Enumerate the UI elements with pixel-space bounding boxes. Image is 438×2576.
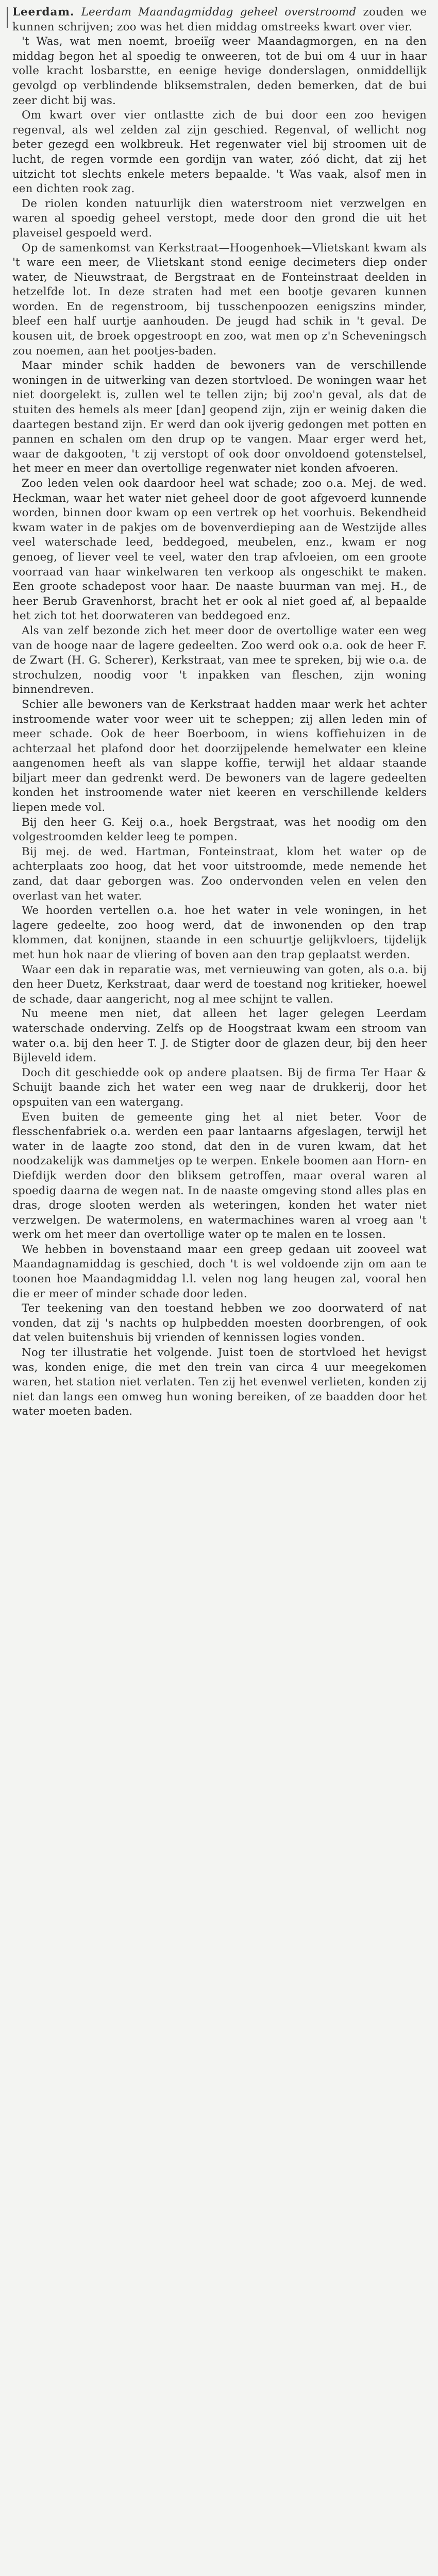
paragraph: Op de samenkomst van Kerkstraat—Hoogenhoek—Vlietskant kwam als 't ware een meer, de Vlietskant stond eenige decimeters diep onder water, de Nieuwstraat, de Bergstraat en de Fonteinstraat deelden in hetzelfde lot. In deze straten had met een bootje gevaren kunnen worden. En de regenstroom, bij tusschenpoozen eenigszins minder, bleef een half uurtje aanhouden. De jeugd had schik in 't geval. De kousen uit, de broek opgestroopt en zoo, wat men op z'n Scheveningsch zou noemen, aan het pootjes-baden. [12,241,427,358]
paragraph: 't Was, wat men noemt, broeiïg weer Maandagmorgen, en na den middag begon het al spoedig te onweeren, tot de bui om 4 uur in haar volle kracht losbarstte, en eenige hevige donderslagen, onmiddellijk gevolgd op verblindende bliksemstralen, deden bemerken, dat de bui zeer dicht bij was. [12,35,427,107]
paragraph: Maar minder schik hadden de bewoners van de verschillende woningen in de uitwerking van dezen stortvloed. De woningen waar het niet doorgelekt is, zullen wel te tellen zijn; bij zoo'n geval, als dat de stuiten des hemels als meer [dan] geopend zijn, zijn er weinig daken die daartegen bestand zijn. Er werd dan ook ijverig gedongen met potten en pannen en schalen om den drup op te vangen. Maar erger werd het, waar de dakgooten, 't zij verstopt of ook door onvoldoend gotenstelsel, het meer en meer dan overtollige regenwater niet konden afvoeren. [12,359,427,476]
paragraph: Even buiten de gemeente ging het al niet beter. Voor de flesschenfabriek o.a. werden een paar lantaarns afgeslagen, terwijl het water in de laagte zoo stond, dat den in de vuren kwam, dat het noodzakelijk was dammetjes op te werpen. Enkele boomen aan Horn- en Diefdijk werden door den bliksem getroffen, maar overal waren al spoedig daarna de wegen nat. In de naaste omgeving stond alles plas en dras, droge slooten werden als weteringen, konden het water niet verzwelgen. De watermolens, en watermachines waren al vroeg aan 't werk om het meer dan overtollige water op te malen en te lossen. [12,1110,427,1242]
paragraph: Om kwart over vier ontlastte zich de bui door een zoo hevigen regenval, als wel zelden zal zijn geschied. Regenval, of wellicht nog beter gezegd een wolkbreuk. Het regenwater viel bij stroomen uit de lucht, de regen vormde een gordijn van water, zóó dicht, dat zij het uitzicht tot slechts enkele meters bepaalde. 't Was vaak, alsof men in een dichten rook zag. [12,109,427,196]
paragraph: Nu meene men niet, dat alleen het lager gelegen Leerdam waterschade onderving. Zelfs op de Hoogstraat kwam een stroom van water o.a. bij den heer T. J. de Stigter door de glazen deur, bij den heer Bijleveld idem. [12,1007,427,1065]
paragraph: De riolen konden natuurlijk dien waterstroom niet verzwelgen en waren al spoedig geheel verstopt, mede door den grond die uit het plaveisel gespoeld werd. [12,197,427,240]
paragraph: Bij den heer G. Keij o.a., hoek Bergstraat, was het noodig om den volgestroomden kelder leeg te pompen. [12,816,427,844]
paragraph: Als van zelf bezonde zich het meer door de overtollige water een weg van de hooge naar de lagere gedeelten. Zoo werd ook o.a. ook de heer F. de Zwart (H. G. Scherer), Kerkstraat, van mee te spreken, bij wie o.a. de strochulzen, noodig voor 't inpakken van fleschen, zijn woning binnendreven. [12,624,427,697]
dateline: Leerdam. [12,6,75,19]
paragraph: We hoorden vertellen o.a. hoe het water in vele woningen, in het lagere gedeelte, zoo hoog werd, dat de inwonenden op den trap klommen, dat konijnen, staande in een schuurtje gelijkvloers, tijdelijk met hun hok naar de vliering of boven aan den trap geplaatst werden. [12,904,427,961]
paragraph: zouden we kunnen schrijven; zoo was het dien middag omstreeks kwart over vier. [12,6,427,33]
headline: Leerdam Maandagmiddag geheel overstroomd [81,6,357,19]
article [12,5,427,1419]
paragraph: Nog ter illustratie het volgende. Juist toen de stortvloed het hevigst was, konden enige, die met den trein van circa 4 uur meegekomen waren, het station niet verlaten. Ten zij het evenwel verlieten, konden zij niet dan langs een omweg hun woning bereiken, of ze baadden door het water moeten baden. [12,1346,427,1418]
column-rule [7,7,8,28]
paragraph: Ter teekening van den toestand hebben we zoo doorwaterd of nat vonden, dat zij 's nachts op hulpbedden moesten doorbrengen, of ook dat velen buitenshuis bij vrienden of kennissen logies vonden. [12,1302,427,1345]
paragraph: Waar een dak in reparatie was, met vernieuwing van goten, als o.a. bij den heer Duetz, Kerkstraat, daar werd de toestand nog kritieker, hoewel de schade, daar aangericht, nog al mee schijnt te vallen. [12,963,427,1006]
paragraph: Doch dit geschiedde ook op andere plaatsen. Bij de firma Ter Haar & Schuijt baande zich het water een weg naar de drukkerij, door het opspuiten van een watergang. [12,1066,427,1109]
paragraph: We hebben in bovenstaand maar een greep gedaan uit zooveel wat Maandagnamiddag is geschied, doch 't is wel voldoende zijn om aan te toonen hoe Maandagmiddag l.l. velen nog lang heugen zal, vooral hen die er meer of minder schade door leden. [12,1243,427,1300]
lead-paragraph [12,5,427,35]
paragraph: Schier alle bewoners van de Kerkstraat hadden maar werk het achter instroomende water voor weer uit te scheppen; zij allen leden min of meer schade. Ook de heer Boerboom, in wiens koffiehuizen in de achterzaal het plafond door het doorzijpelende hemelwater een kleine aangenomen heeft als van slappe koffie, terwijl het aldaar staande biljart meer dan gedrenkt werd. De bewoners van de lagere gedeelten konden het instroomende water niet keeren en verschillende kelders liepen mede vol. [12,698,427,815]
paragraph: Zoo leden velen ook daardoor heel wat schade; zoo o.a. Mej. de wed. Heckman, waar het water niet geheel door de goot afgevoerd kunnende worden, binnen door kwam op een vertrek op het voorhuis. Bekendheid kwam water in de pakjes om de bovenverdieping aan de Westzijde alles veel waterschade leed, beddegoed, meubelen, enz., kwam er nog genoeg, of liever veel te veel, water den trap afvloeien, om een groote voorraad van haar winkelwaren ten verkoop als ongeschikt te maken. Een groote schadepost voor haar. De naaste buurman van mej. H., de heer Berub Gravenhorst, bracht het er ook al niet goed af, al bepaalde het zich tot het doorwateren van beddegoed enz. [12,477,427,623]
paragraph: Bij mej. de wed. Hartman, Fonteinstraat, klom het water op de achterplaats zoo hoog, dat het voor uitstroomde, mede nemende het zand, dat daar geborgen was. Zoo ondervonden velen en velen den overlast van het water. [12,845,427,903]
